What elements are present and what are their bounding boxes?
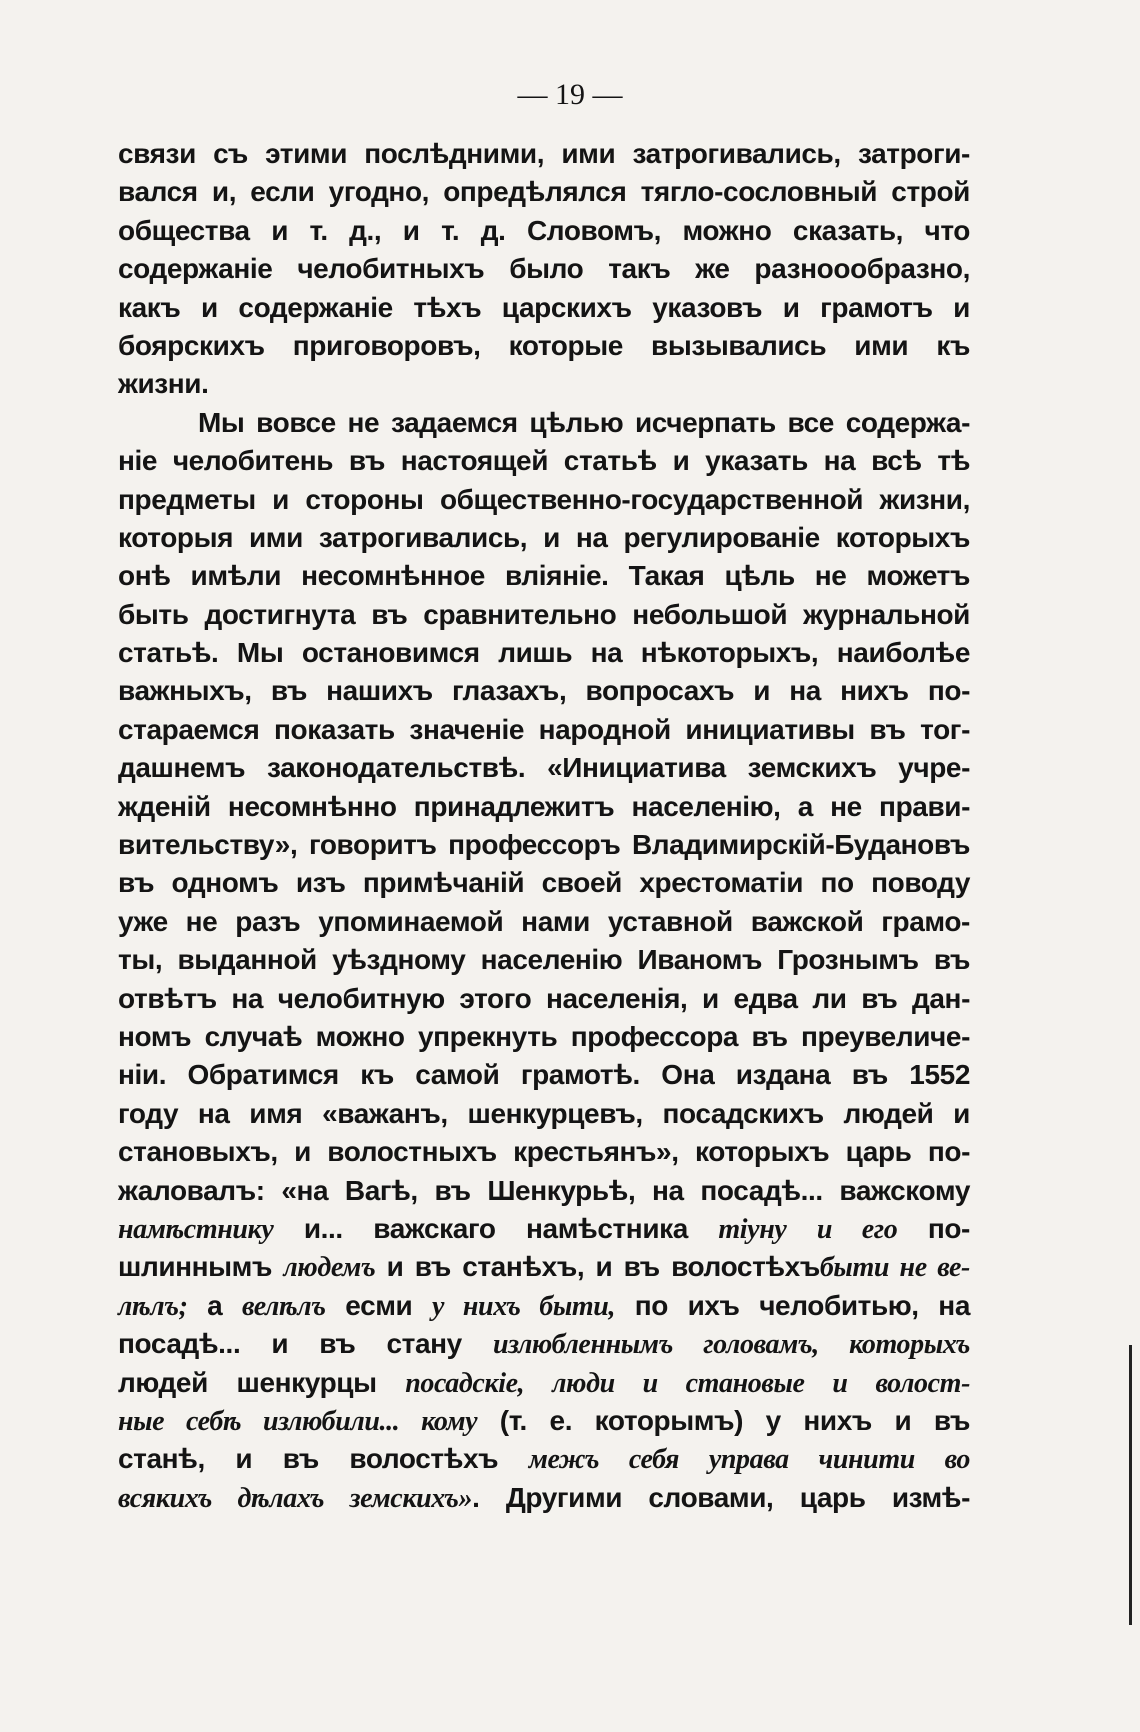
regular-text: а [187, 1289, 242, 1321]
text-line: ніе челобитень въ настоящей статьѣ и указать на всѣ тѣ [118, 445, 970, 477]
text-line: какъ и содержаніе тѣхъ царскихъ указовъ и грамотъ и [118, 291, 970, 323]
page-number: — 19 — [517, 78, 623, 111]
text-line: Мы вовсе не задаемся цѣлью исчерпать все содержа- [198, 406, 970, 438]
page-edge-mark [1129, 1345, 1132, 1625]
regular-text [786, 1213, 817, 1244]
italic-text: людемъ [283, 1252, 376, 1284]
text-line [118, 1364, 970, 1402]
italic-text: намѣстнику [118, 1213, 274, 1245]
regular-text: . Другими словами, царь измѣ- [472, 1481, 970, 1513]
text-line [118, 1287, 970, 1325]
regular-text: по- [897, 1212, 970, 1244]
regular-text: посадѣ... и въ стану [118, 1328, 493, 1360]
italic-text: лѣлъ; [118, 1290, 188, 1322]
regular-text: и въ станѣхъ, и въ волостѣхъ [375, 1251, 820, 1283]
text-line: жаловалъ: «на Вагѣ, въ Шенкурьѣ, на посадѣ... важскому [118, 1174, 970, 1206]
text-line: номъ случаѣ можно упрекнуть профессора въ преувеличе- [118, 1020, 970, 1052]
text-line: боярскихъ приговоровъ, которые вызывались ими къ [118, 329, 970, 361]
italic-text: тіуну [718, 1213, 787, 1245]
text-line: жденій несомнѣнно принадлежитъ населенію, а не прави- [118, 790, 970, 822]
text-line [118, 1402, 970, 1440]
text-line: становыхъ, и волостныхъ крестьянъ», которыхъ царь по- [118, 1136, 970, 1168]
text-line: ніи. Обратимся къ самой грамотѣ. Она издана въ 1552 [118, 1059, 970, 1091]
italic-text: посадскіе, люди и становые и волост- [405, 1367, 970, 1399]
text-line [118, 1440, 970, 1478]
italic-text: межъ себя управа чинити во [528, 1444, 970, 1476]
text-line: стараемся показать значеніе народной инициативы въ тог- [118, 713, 970, 745]
body-text [118, 135, 970, 1517]
text-line: отвѣтъ на челобитную этого населенія, и едва ли въ дан- [118, 982, 970, 1014]
text-line [118, 1248, 970, 1286]
italic-text: ные себѣ излюбили... кому [118, 1405, 478, 1437]
text-line [118, 1210, 970, 1248]
regular-text: есми [325, 1289, 432, 1321]
regular-text: по ихъ челобитью, на [615, 1289, 970, 1321]
text-line: которыя ими затрогивались, и на регулированіе которыхъ [118, 521, 970, 553]
text-line: въ одномъ изъ примѣчаній своей хрестоматіи по поводу [118, 867, 970, 899]
regular-text: и... важскаго намѣстника [273, 1212, 719, 1244]
italic-text: у нихъ быти, [432, 1290, 616, 1322]
text-line: предметы и стороны общественно-государственной жизни, [118, 483, 970, 515]
regular-text: (т. е. которымъ) у нихъ и въ [477, 1404, 970, 1436]
italic-text: всякихъ дѣлахъ земскихъ» [118, 1482, 473, 1514]
text-line [118, 1479, 970, 1517]
italic-text: излюбленнымъ головамъ, которыхъ [492, 1329, 971, 1361]
italic-text: и его [816, 1213, 898, 1245]
text-line: ты, выданной уѣздному населенію Иваномъ Грознымъ въ [118, 944, 970, 976]
text-line: дашнемъ законодательствѣ. «Инициатива земскихъ учре- [118, 752, 970, 784]
regular-text: станѣ, и въ волостѣхъ [118, 1443, 529, 1475]
regular-text: шлиннымъ [118, 1251, 284, 1283]
regular-text: людей шенкурцы [118, 1366, 406, 1398]
text-line: онѣ имѣли несомнѣнное вліяніе. Такая цѣль не можетъ [118, 560, 970, 592]
text-line [118, 1325, 970, 1363]
text-line: жизни. [118, 368, 209, 400]
text-line: быть достигнута въ сравнительно небольшой журнальной [118, 598, 970, 630]
text-line: вительству», говоритъ профессоръ Владимирскій-Будановъ [118, 829, 970, 861]
text-line: связи съ этими послѣдними, ими затрогивались, затроги- [118, 138, 970, 169]
italic-text: велѣлъ [241, 1290, 326, 1322]
italic-text: быти не ве- [819, 1252, 970, 1284]
text-line: вался и, если угодно, опредѣлялся тягло-сословный строй [118, 176, 970, 208]
text-line: важныхъ, въ нашихъ глазахъ, вопросахъ и на нихъ по- [118, 675, 970, 707]
text-line: статьѣ. Мы остановимся лишь на нѣкоторыхъ, наиболѣе [118, 637, 970, 669]
text-line: общества и т. д., и т. д. Словомъ, можно сказать, что [118, 214, 970, 246]
text-line: уже не разъ упоминаемой нами уставной важской грамо- [118, 905, 970, 937]
text-line: году на имя «важанъ, шенкурцевъ, посадскихъ людей и [118, 1097, 970, 1129]
text-line: содержаніе челобитныхъ было такъ же разноообразно, [118, 253, 970, 285]
